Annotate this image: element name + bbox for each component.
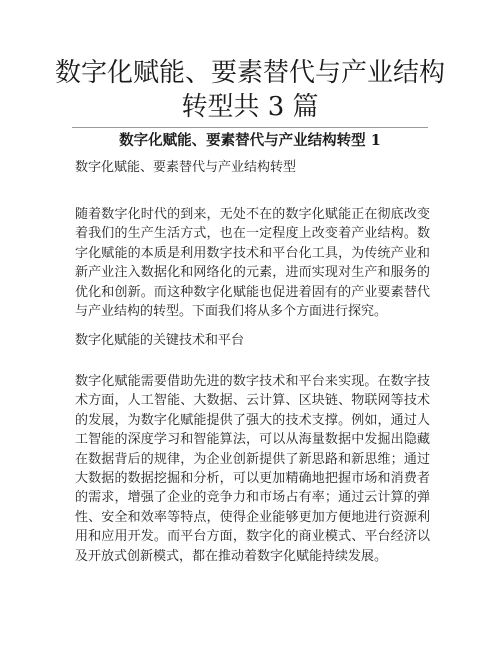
section-subtitle: 数字化赋能、要素替代与产业结构转型	[75, 160, 297, 175]
title-divider	[72, 127, 428, 128]
section-heading: 数字化赋能、要素替代与产业结构转型 1	[119, 132, 381, 149]
document-title: 数字化赋能、要素替代与产业结构转型共 3 篇	[55, 58, 446, 122]
sub-heading: 数字化赋能的关键技术和平台	[75, 333, 245, 348]
paragraph-intro: 随着数字化时代的到来，无处不在的数字化赋能正在彻底改变着我们的生产生活方式，也在一定程度上改变着产业结构。数字化赋能的本质是利用数字技术和平台化工具，为传统产业和新产业注入数据化和网络化的元素，进而实现对生产和服务的优化和创新。而这种数字化赋能也促进着固有的产业要素替代与产业结构的转型。下面我们将从多个方面进行探究。	[75, 207, 430, 320]
paragraph-technology: 数字化赋能需要借助先进的数字技术和平台来实现。在数字技术方面，人工智能、大数据、云计算、区块链、物联网等技术的发展，为数字化赋能提供了强大的技术支撑。例如，通过人工智能的深度学习和智能算法，可以从海量数据中发掘出隐藏在数据背后的规律，为企业创新提供了新思路和新思维；通过大数据的数据挖掘和分析，可以更加精确地把握市场和消费者的需求，增强了企业的竞争力和市场占有率；通过云计算的弹性、安全和效率等特点，使得企业能够更加方便地进行资源利用和应用开发。而平台方面，数字化的商业模式、平台经济以及开放式创新模式，都在推动着数字化赋能持续发展。	[75, 374, 430, 564]
